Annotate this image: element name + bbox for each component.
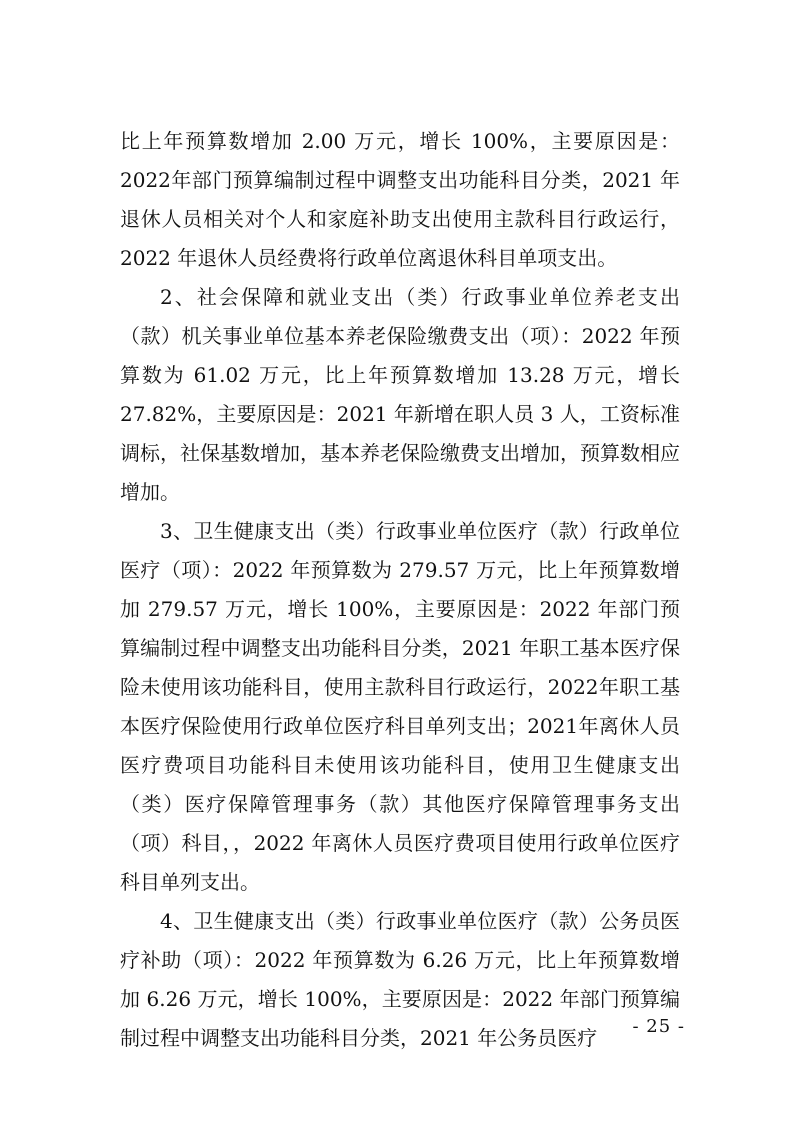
paragraph-4-civil-servant-medical: 4、卫生健康支出（类）行政事业单位医疗（款）公务员医疗补助（项）：2022 年预算数为 6.26 万元，比上年预算数增加 6.26 万元，增长 100%，主要原因是：2022 年部门预算编制过程中调整支出功能科目分类，2021 年公务员医疗 xyxy=(120,909,680,1050)
paragraph-3-health-admin-medical: 3、卫生健康支出（类）行政事业单位医疗（款）行政单位医疗（项）：2022 年预算数为 279.57 万元，比上年预算数增加 279.57 万元，增长 100%，主要原因是：2022 年部门预算编制过程中调整支出功能科目分类，2021 年职工基本医疗保险未使用该功能科目，使用主款科目行政运行，2022年职工基本医疗保险使用行政单位医疗科目单列支出；2021年离休人员医疗费项目功能科目未使用该功能科目，使用卫生健康支出（类）医疗保障管理事务（款）其他医疗保障管理事务支出（项）科目，，2022 年离休人员医疗费项目使用行政单位医疗科目单列支出。 xyxy=(120,519,680,894)
page-number: - 25 - xyxy=(632,1016,685,1037)
paragraph-2-social-security: 2、社会保障和就业支出（类）行政事业单位养老支出（款）机关事业单位基本养老保险缴费支出（项）：2022 年预算数为 61.02 万元，比上年预算数增加 13.28 万元，增长27.82%，主要原因是：2021 年新增在职人员 3 人，工资标准调标，社保基数增加，基本养老保险缴费支出增加，预算数相应增加。 xyxy=(120,285,680,504)
paragraph-1: 比上年预算数增加 2.00 万元，增长 100%，主要原因是：2022年部门预算编制过程中调整支出功能科目分类，2021 年退休人员相关对个人和家庭补助支出使用主款科目行政运行，2022 年退休人员经费将行政单位离退休科目单项支出。 xyxy=(120,129,680,270)
body-text xyxy=(120,122,680,1058)
